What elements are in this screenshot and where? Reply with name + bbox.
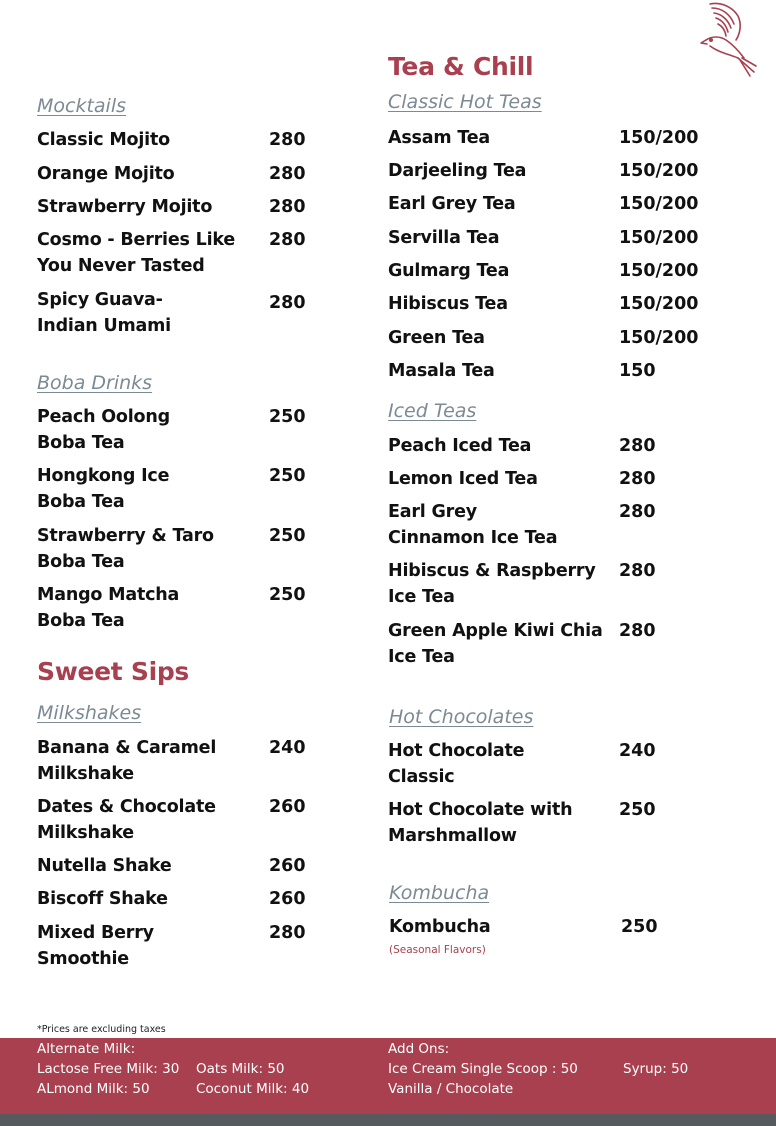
menu-item-price: 280 xyxy=(619,502,656,522)
menu-item-name: Cosmo - Berries Like xyxy=(37,230,236,250)
alt-milk-almond: ALmond Milk: 50 xyxy=(37,1081,150,1097)
alt-milk-heading: Alternate Milk: xyxy=(37,1041,136,1057)
menu-item-name: Strawberry Mojito xyxy=(37,197,213,217)
menu-item-price: 250 xyxy=(269,407,306,427)
add-ons-heading: Add Ons: xyxy=(388,1041,450,1057)
bird-icon xyxy=(698,0,760,80)
tea-chill-title: Tea & Chill xyxy=(388,52,534,81)
menu-item-name: Spicy Guava- xyxy=(37,290,163,310)
add-on-ice-cream: Ice Cream Single Scoop : 50 xyxy=(388,1061,578,1077)
menu-item-price: 250 xyxy=(269,466,306,486)
menu-item-name: Assam Tea xyxy=(388,128,491,148)
menu-item-price: 250 xyxy=(619,800,656,820)
menu-item-name-cont: Ice Tea xyxy=(388,587,455,607)
menu-item-price: 150/200 xyxy=(619,294,699,314)
menu-item-price: 280 xyxy=(269,293,306,313)
menu-item-name-cont: Boba Tea xyxy=(37,492,125,512)
menu-item-name: Gulmarg Tea xyxy=(388,261,510,281)
menu-item-name: Mixed Berry xyxy=(37,923,154,943)
menu-item-name: Banana & Caramel xyxy=(37,738,217,758)
menu-item-name: Classic Mojito xyxy=(37,130,170,150)
menu-item-price: 280 xyxy=(269,923,306,943)
menu-item-name-cont: Marshmallow xyxy=(388,826,517,846)
menu-item-price: 280 xyxy=(269,230,306,250)
menu-item-price: 240 xyxy=(269,738,306,758)
menu-item-price: 280 xyxy=(619,436,656,456)
menu-item-name: Peach Oolong xyxy=(37,407,170,427)
menu-item-name-cont: Boba Tea xyxy=(37,433,125,453)
menu-item-name-cont: Cinnamon Ice Tea xyxy=(388,528,558,548)
menu-item-price: 240 xyxy=(619,741,656,761)
menu-item-price: 150/200 xyxy=(619,128,699,148)
menu-item-price: 280 xyxy=(269,130,306,150)
menu-item-name: Servilla Tea xyxy=(388,228,500,248)
menu-item-name: Darjeeling Tea xyxy=(388,161,527,181)
menu-item-price: 150 xyxy=(619,361,656,381)
menu-item-price: 280 xyxy=(269,164,306,184)
menu-item-price: 250 xyxy=(269,585,306,605)
kombucha-heading: Kombucha xyxy=(389,882,490,904)
menu-item-price: 260 xyxy=(269,797,306,817)
tax-note: *Prices are excluding taxes xyxy=(37,1024,166,1035)
menu-item-price: 150/200 xyxy=(619,194,699,214)
menu-item-name-cont: Boba Tea xyxy=(37,611,125,631)
menu-item-price: 280 xyxy=(269,197,306,217)
menu-item-name-cont: Milkshake xyxy=(37,764,134,784)
alt-milk-coconut: Coconut Milk: 40 xyxy=(196,1081,310,1097)
menu-item-name: Strawberry & Taro xyxy=(37,526,214,546)
add-on-syrup: Syrup: 50 xyxy=(623,1061,689,1077)
menu-item-name: Green Tea xyxy=(388,328,485,348)
alt-milk-oats: Oats Milk: 50 xyxy=(196,1061,285,1077)
menu-item-name-cont: Classic xyxy=(388,767,455,787)
menu-item-name-cont: Indian Umami xyxy=(37,316,171,336)
sweet-sips-title: Sweet Sips xyxy=(37,657,190,686)
boba-heading: Boba Drinks xyxy=(37,372,153,394)
menu-item-name: Peach Iced Tea xyxy=(388,436,532,456)
menu-item-price: 260 xyxy=(269,856,306,876)
menu-item-name: Hot Chocolate xyxy=(388,741,525,761)
menu-item-name: Hibiscus Tea xyxy=(388,294,508,314)
hot-chocolates-heading: Hot Chocolates xyxy=(389,706,534,728)
menu-item-name-cont: Ice Tea xyxy=(388,647,455,667)
menu-item-name-cont: Milkshake xyxy=(37,823,134,843)
menu-item-name: Mango Matcha xyxy=(37,585,180,605)
menu-item-price: 150/200 xyxy=(619,261,699,281)
menu-item-name: Masala Tea xyxy=(388,361,495,381)
menu-item-name: Orange Mojito xyxy=(37,164,175,184)
menu-item-name: Green Apple Kiwi Chia xyxy=(388,621,603,641)
menu-item-price: 250 xyxy=(621,917,658,937)
menu-item-name: Hongkong Ice xyxy=(37,466,170,486)
menu-item-name: Kombucha xyxy=(389,917,491,937)
menu-item-name: Biscoff Shake xyxy=(37,889,168,909)
menu-item-name-cont: Boba Tea xyxy=(37,552,125,572)
menu-item-price: 260 xyxy=(269,889,306,909)
mocktails-heading: Mocktails xyxy=(37,95,127,117)
menu-item-price: 280 xyxy=(619,561,656,581)
menu-item-note: (Seasonal Flavors) xyxy=(389,944,486,956)
alt-milk-lactose: Lactose Free Milk: 30 xyxy=(37,1061,180,1077)
add-on-flavors: Vanilla / Chocolate xyxy=(388,1081,514,1097)
menu-item-price: 150/200 xyxy=(619,228,699,248)
classic-hot-teas-heading: Classic Hot Teas xyxy=(388,91,542,113)
menu-item-name: Earl Grey Tea xyxy=(388,194,516,214)
bottom-bar xyxy=(0,1114,776,1126)
iced-teas-heading: Iced Teas xyxy=(388,400,477,422)
menu-item-name: Hot Chocolate with xyxy=(388,800,573,820)
menu-item-name: Lemon Iced Tea xyxy=(388,469,538,489)
menu-item-price: 280 xyxy=(619,469,656,489)
menu-item-name-cont: Smoothie xyxy=(37,949,129,969)
menu-item-name: Dates & Chocolate xyxy=(37,797,216,817)
milkshakes-heading: Milkshakes xyxy=(37,702,142,724)
menu-item-price: 250 xyxy=(269,526,306,546)
menu-item-name-cont: You Never Tasted xyxy=(37,256,205,276)
menu-item-name: Earl Grey xyxy=(388,502,477,522)
menu-item-price: 280 xyxy=(619,621,656,641)
menu-item-name: Nutella Shake xyxy=(37,856,172,876)
menu-item-price: 150/200 xyxy=(619,161,699,181)
menu-item-price: 150/200 xyxy=(619,328,699,348)
menu-item-name: Hibiscus & Raspberry xyxy=(388,561,596,581)
